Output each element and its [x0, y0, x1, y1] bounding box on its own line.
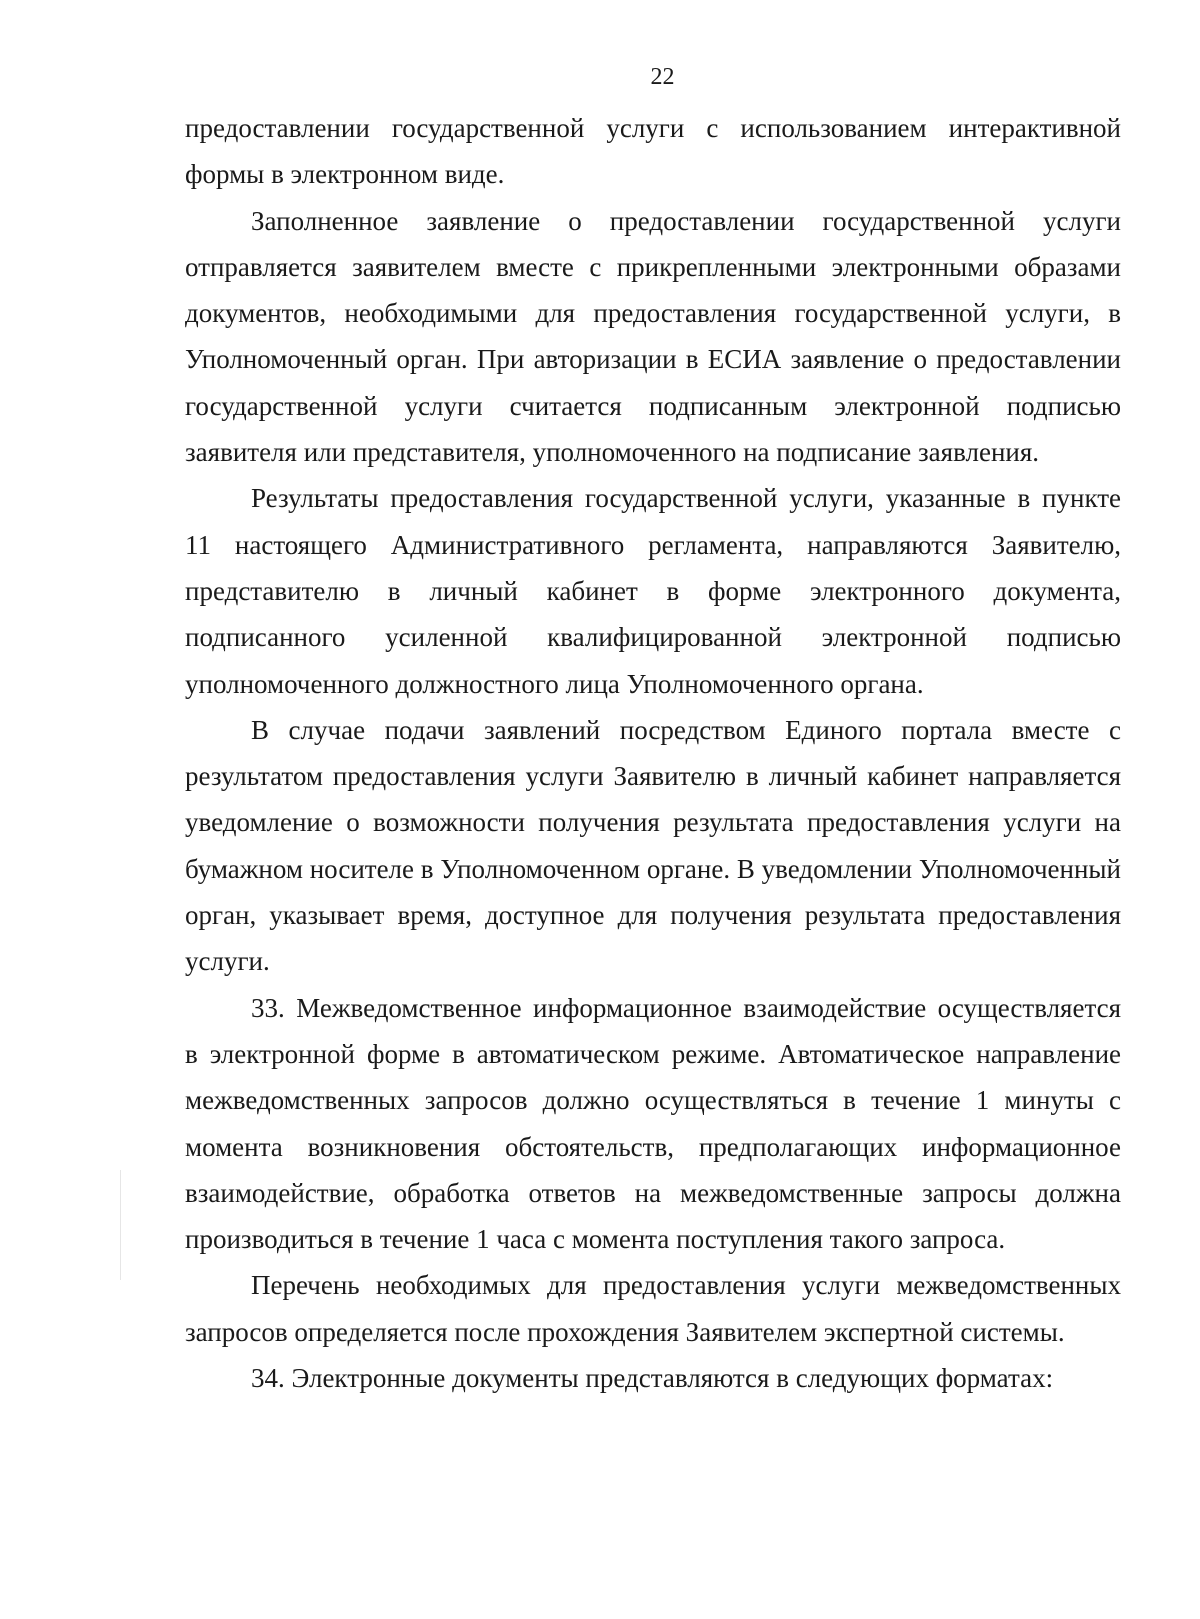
page-number: 22: [650, 64, 675, 90]
paragraph-item-34: 34. Электронные документы представляются в следующих форматах:: [251, 1363, 1054, 1394]
paragraph-interagency-requests: Перечень необходимых для предоставления услуги межведомственных запросов определяется после прохождения Заявителем экспертной системы.: [185, 1270, 1121, 1347]
paragraph-application-submission: Заполненное заявление о предоставлении государственной услуги отправляется заявителем вместе с прикрепленными электронными образами документов, необходимыми для предоставления государственной услуги, в Уполномоченный орган. При авторизации в ЕСИА заявление о предоставлении государственной услуги считается подписанным электронной подписью заявителя или представителя, уполномоченного на подписание заявления.: [185, 205, 1121, 468]
document-body: [185, 105, 1121, 1401]
scan-artifact-line: [120, 1170, 121, 1280]
paragraph-item-33: 33. Межведомственное информационное взаимодействие осуществляется в электронной форме в автоматическом режиме. Автоматическое направление межведомственных запросов должно осуществляться в течение 1 минуты с момента возникновения обстоятельств, предполагающих информационное взаимодействие, обработка ответов на межведомственные запросы должна производиться в течение 1 часа с момента поступления такого запроса.: [185, 992, 1121, 1255]
paragraph-service-results: Результаты предоставления государственной услуги, указанные в пункте 11 настоящего Административного регламента, направляются Заявителю, представителю в личный кабинет в форме электронного документа, подписанного усиленной квалифицированной электронной подписью уполномоченного должностного лица Уполномоченного органа.: [185, 483, 1121, 699]
paragraph-paper-notification: В случае подачи заявлений посредством Единого портала вместе с результатом предоставления услуги Заявителю в личный кабинет направляется уведомление о возможности получения результата предоставления услуги на бумажном носителе в Уполномоченном органе. В уведомлении Уполномоченный орган, указывает время, доступное для получения результата предоставления услуги.: [185, 714, 1121, 977]
paragraph-continuation: предоставлении государственной услуги с использованием интерактивной формы в электронном виде.: [185, 113, 1121, 190]
